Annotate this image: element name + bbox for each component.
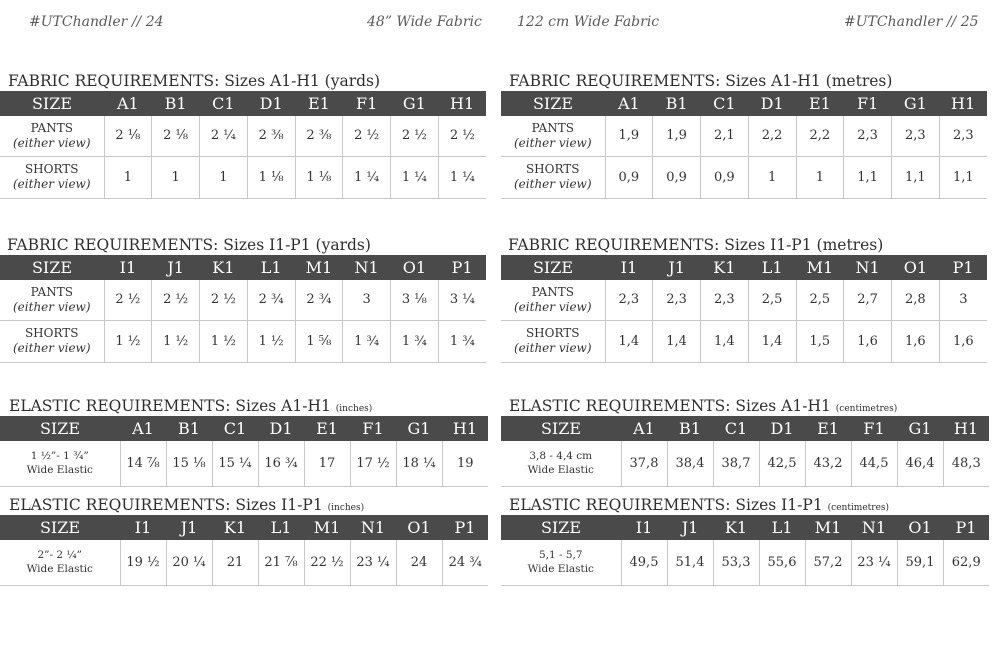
- fabric-table: [0, 91, 486, 199]
- header-cell: P1: [939, 255, 987, 280]
- fabric-table: [501, 91, 987, 199]
- header-cell: D1: [748, 91, 796, 116]
- elastic-i1-p1-inches-block: [0, 496, 488, 586]
- header-cell: L1: [759, 515, 805, 540]
- table-cell: 24: [396, 540, 442, 585]
- table-cell: 2,3: [844, 116, 892, 156]
- table-row: [501, 116, 987, 156]
- table-cell: 2,3: [701, 280, 749, 320]
- header-cell: H1: [438, 91, 486, 116]
- header-cell: E1: [805, 416, 851, 441]
- table-cell: 1,9: [653, 116, 701, 156]
- header-cell: E1: [295, 91, 343, 116]
- header-cell: F1: [350, 416, 396, 441]
- header-cell: A1: [104, 91, 152, 116]
- table-cell: 23 ¼: [851, 540, 897, 585]
- table-cell: 1 ½: [152, 320, 200, 362]
- table-cell: 2,3: [939, 116, 987, 156]
- table-cell: 1,4: [653, 320, 701, 362]
- header-cell: H1: [943, 416, 989, 441]
- header-cell: SIZE: [501, 515, 621, 540]
- table-row: [0, 441, 488, 486]
- table-row: [0, 320, 486, 362]
- header-cell: N1: [844, 255, 892, 280]
- header-cell: H1: [442, 416, 488, 441]
- table-cell: 1,1: [892, 156, 940, 198]
- table-cell: 14 ⅞: [120, 441, 166, 486]
- header-cell: B1: [667, 416, 713, 441]
- header-cell: D1: [759, 416, 805, 441]
- table-cell: 2 ⅛: [152, 116, 200, 156]
- header-cell: M1: [304, 515, 350, 540]
- table-header-row: [501, 91, 987, 116]
- table-cell: 2,5: [748, 280, 796, 320]
- table-cell: 46,4: [897, 441, 943, 486]
- table-row: [0, 116, 486, 156]
- table-cell: 1 ½: [200, 320, 248, 362]
- header-cell: K1: [212, 515, 258, 540]
- table-cell: 1 ½: [247, 320, 295, 362]
- table-cell: 2,3: [605, 280, 653, 320]
- table-row: [501, 280, 987, 320]
- header-cell: K1: [713, 515, 759, 540]
- table-cell: 1 ¾: [391, 320, 439, 362]
- table-cell: 24 ¾: [442, 540, 488, 585]
- header-cell: SIZE: [501, 91, 605, 116]
- table-cell: 2 ¾: [247, 280, 295, 320]
- table-cell: 1 ¼: [343, 156, 391, 198]
- row-label: PANTS (either view): [0, 116, 104, 156]
- header-cell: O1: [897, 515, 943, 540]
- header-cell: K1: [701, 255, 749, 280]
- table-cell: 1,9: [605, 116, 653, 156]
- header-cell: C1: [212, 416, 258, 441]
- table-cell: 43,2: [805, 441, 851, 486]
- table-cell: 38,7: [713, 441, 759, 486]
- table-row: [0, 540, 488, 585]
- header-cell: P1: [438, 255, 486, 280]
- table-cell: 44,5: [851, 441, 897, 486]
- table-cell: 3 ¼: [438, 280, 486, 320]
- header-cell: SIZE: [501, 255, 605, 280]
- table-cell: 0,9: [701, 156, 749, 198]
- row-label: 2”- 2 ¼” Wide Elastic: [0, 540, 120, 585]
- table-cell: 1,6: [939, 320, 987, 362]
- table-cell: 59,1: [897, 540, 943, 585]
- header-cell: B1: [152, 91, 200, 116]
- table-cell: 48,3: [943, 441, 989, 486]
- table-header-row: [0, 416, 488, 441]
- table-cell: 20 ¼: [166, 540, 212, 585]
- table-cell: 19: [442, 441, 488, 486]
- left-page-tag: #UTChandler // 24: [29, 14, 164, 30]
- table-cell: 2,1: [701, 116, 749, 156]
- table-cell: 2,8: [892, 280, 940, 320]
- table-row: [501, 156, 987, 198]
- table-cell: 1,4: [748, 320, 796, 362]
- table-cell: 1 ¾: [438, 320, 486, 362]
- header-cell: M1: [796, 255, 844, 280]
- header-cell: P1: [442, 515, 488, 540]
- header-cell: L1: [247, 255, 295, 280]
- header-cell: F1: [844, 91, 892, 116]
- table-cell: 1,1: [844, 156, 892, 198]
- row-label: PANTS (either view): [0, 280, 104, 320]
- table-cell: 2,3: [653, 280, 701, 320]
- right-page-tag: #UTChandler // 25: [844, 14, 979, 30]
- row-label: 5,1 - 5,7 Wide Elastic: [501, 540, 621, 585]
- header-cell: F1: [851, 416, 897, 441]
- fabric-a1-h1-yards-block: [0, 72, 486, 199]
- table-cell: 17: [304, 441, 350, 486]
- header-cell: J1: [152, 255, 200, 280]
- right-page-subtitle: 122 cm Wide Fabric: [517, 14, 660, 30]
- table-cell: 1,4: [701, 320, 749, 362]
- header-cell: B1: [653, 91, 701, 116]
- elastic-a1-h1-centimetres-block: [501, 397, 989, 487]
- table-cell: 57,2: [805, 540, 851, 585]
- table-cell: 1 ⅛: [295, 156, 343, 198]
- header-cell: J1: [166, 515, 212, 540]
- table-cell: 1,6: [844, 320, 892, 362]
- table-cell: 1,4: [605, 320, 653, 362]
- table-row: [501, 320, 987, 362]
- header-cell: C1: [701, 91, 749, 116]
- row-label: PANTS (either view): [501, 280, 605, 320]
- elastic-table: [0, 416, 488, 487]
- table-cell: 15 ¼: [212, 441, 258, 486]
- header-cell: N1: [851, 515, 897, 540]
- header-cell: B1: [166, 416, 212, 441]
- header-cell: G1: [897, 416, 943, 441]
- elastic-a1-h1-inches-block: [0, 397, 488, 487]
- header-cell: SIZE: [0, 515, 120, 540]
- table-cell: 0,9: [605, 156, 653, 198]
- header-cell: L1: [258, 515, 304, 540]
- header-cell: E1: [796, 91, 844, 116]
- table-row: [0, 280, 486, 320]
- table-cell: 16 ¾: [258, 441, 304, 486]
- table-cell: 1: [104, 156, 152, 198]
- table-cell: 3 ⅛: [391, 280, 439, 320]
- table-header-row: [501, 255, 987, 280]
- row-label: 3,8 - 4,4 cm Wide Elastic: [501, 441, 621, 486]
- header-cell: C1: [200, 91, 248, 116]
- table-cell: 37,8: [621, 441, 667, 486]
- table-header-row: [0, 91, 486, 116]
- fabric-table: [501, 255, 987, 363]
- header-cell: N1: [343, 255, 391, 280]
- elastic-i1-p1-centimetres-block: [501, 496, 989, 586]
- table-title: FABRIC REQUIREMENTS: Sizes A1-H1 (yards): [8, 72, 381, 90]
- header-cell: G1: [396, 416, 442, 441]
- table-cell: 19 ½: [120, 540, 166, 585]
- table-cell: 1,1: [939, 156, 987, 198]
- table-cell: 21 ⅞: [258, 540, 304, 585]
- table-cell: 2,2: [796, 116, 844, 156]
- header-cell: J1: [667, 515, 713, 540]
- table-cell: 2 ⅜: [247, 116, 295, 156]
- row-label: PANTS (either view): [501, 116, 605, 156]
- table-cell: 1,6: [892, 320, 940, 362]
- header-cell: M1: [805, 515, 851, 540]
- header-cell: SIZE: [501, 416, 621, 441]
- table-cell: 55,6: [759, 540, 805, 585]
- header-cell: G1: [892, 91, 940, 116]
- table-cell: 1 ⅛: [247, 156, 295, 198]
- table-cell: 1: [200, 156, 248, 198]
- table-cell: 2,5: [796, 280, 844, 320]
- table-cell: 62,9: [943, 540, 989, 585]
- header-cell: A1: [605, 91, 653, 116]
- header-cell: M1: [295, 255, 343, 280]
- header-cell: C1: [713, 416, 759, 441]
- table-header-row: [0, 515, 488, 540]
- elastic-table: [0, 515, 488, 586]
- header-cell: O1: [391, 255, 439, 280]
- header-cell: SIZE: [0, 91, 104, 116]
- header-cell: SIZE: [0, 255, 104, 280]
- table-cell: 3: [343, 280, 391, 320]
- table-row: [501, 540, 989, 585]
- header-cell: A1: [120, 416, 166, 441]
- table-cell: 51,4: [667, 540, 713, 585]
- header-cell: I1: [104, 255, 152, 280]
- table-cell: 1 ½: [104, 320, 152, 362]
- table-cell: 42,5: [759, 441, 805, 486]
- fabric-i1-p1-yards-block: [0, 236, 486, 363]
- table-cell: 1: [796, 156, 844, 198]
- row-label: SHORTS (either view): [0, 156, 104, 198]
- header-cell: G1: [391, 91, 439, 116]
- fabric-i1-p1-metres-block: [501, 236, 987, 363]
- table-cell: 1: [748, 156, 796, 198]
- table-cell: 38,4: [667, 441, 713, 486]
- table-cell: 2 ⅜: [295, 116, 343, 156]
- table-title: FABRIC REQUIREMENTS: Sizes A1-H1 (metres): [509, 72, 893, 90]
- table-cell: 2 ½: [152, 280, 200, 320]
- table-cell: 17 ½: [350, 441, 396, 486]
- table-title: FABRIC REQUIREMENTS: Sizes I1-P1 (metres): [508, 236, 884, 254]
- table-cell: 1 ¾: [343, 320, 391, 362]
- table-cell: 1,5: [796, 320, 844, 362]
- header-cell: P1: [943, 515, 989, 540]
- table-cell: 2 ½: [343, 116, 391, 156]
- header-cell: D1: [247, 91, 295, 116]
- header-cell: SIZE: [0, 416, 120, 441]
- header-cell: A1: [621, 416, 667, 441]
- row-label: SHORTS (either view): [501, 320, 605, 362]
- header-cell: O1: [892, 255, 940, 280]
- table-title: FABRIC REQUIREMENTS: Sizes I1-P1 (yards): [7, 236, 371, 254]
- table-cell: 2 ½: [104, 280, 152, 320]
- table-title: ELASTIC REQUIREMENTS: Sizes A1-H1 (inches): [9, 397, 373, 415]
- header-cell: J1: [653, 255, 701, 280]
- table-cell: 2 ¼: [200, 116, 248, 156]
- table-title: ELASTIC REQUIREMENTS: Sizes I1-P1 (inches): [9, 496, 365, 514]
- table-cell: 22 ½: [304, 540, 350, 585]
- table-row: [0, 156, 486, 198]
- header-cell: N1: [350, 515, 396, 540]
- table-cell: 2,3: [892, 116, 940, 156]
- table-cell: 23 ¼: [350, 540, 396, 585]
- fabric-a1-h1-metres-block: [501, 72, 987, 199]
- left-page-subtitle: 48” Wide Fabric: [367, 14, 482, 30]
- table-cell: 1 ⅝: [295, 320, 343, 362]
- fabric-table: [0, 255, 486, 363]
- table-row: [501, 441, 989, 486]
- row-label: SHORTS (either view): [501, 156, 605, 198]
- table-cell: 15 ⅛: [166, 441, 212, 486]
- table-cell: 1 ¼: [391, 156, 439, 198]
- table-cell: 0,9: [653, 156, 701, 198]
- header-cell: H1: [939, 91, 987, 116]
- table-cell: 18 ¼: [396, 441, 442, 486]
- table-header-row: [501, 416, 989, 441]
- header-cell: K1: [200, 255, 248, 280]
- table-cell: 2 ¾: [295, 280, 343, 320]
- elastic-table: [501, 416, 989, 487]
- table-cell: 2,7: [844, 280, 892, 320]
- header-cell: I1: [621, 515, 667, 540]
- header-cell: D1: [258, 416, 304, 441]
- table-cell: 2 ⅛: [104, 116, 152, 156]
- header-cell: E1: [304, 416, 350, 441]
- table-title: ELASTIC REQUIREMENTS: Sizes A1-H1 (centimetres): [509, 397, 898, 415]
- table-header-row: [0, 255, 486, 280]
- header-cell: F1: [343, 91, 391, 116]
- table-header-row: [501, 515, 989, 540]
- table-cell: 53,3: [713, 540, 759, 585]
- header-cell: L1: [748, 255, 796, 280]
- row-label: 1 ½”- 1 ¾” Wide Elastic: [0, 441, 120, 486]
- table-cell: 21: [212, 540, 258, 585]
- table-cell: 2 ½: [438, 116, 486, 156]
- header-cell: I1: [605, 255, 653, 280]
- table-cell: 49,5: [621, 540, 667, 585]
- table-title: ELASTIC REQUIREMENTS: Sizes I1-P1 (centimetres): [509, 496, 890, 514]
- table-cell: 1: [152, 156, 200, 198]
- row-label: SHORTS (either view): [0, 320, 104, 362]
- table-cell: 3: [939, 280, 987, 320]
- table-cell: 1 ¼: [438, 156, 486, 198]
- header-cell: I1: [120, 515, 166, 540]
- table-cell: 2,2: [748, 116, 796, 156]
- table-cell: 2 ½: [391, 116, 439, 156]
- elastic-table: [501, 515, 989, 586]
- header-cell: O1: [396, 515, 442, 540]
- table-cell: 2 ½: [200, 280, 248, 320]
